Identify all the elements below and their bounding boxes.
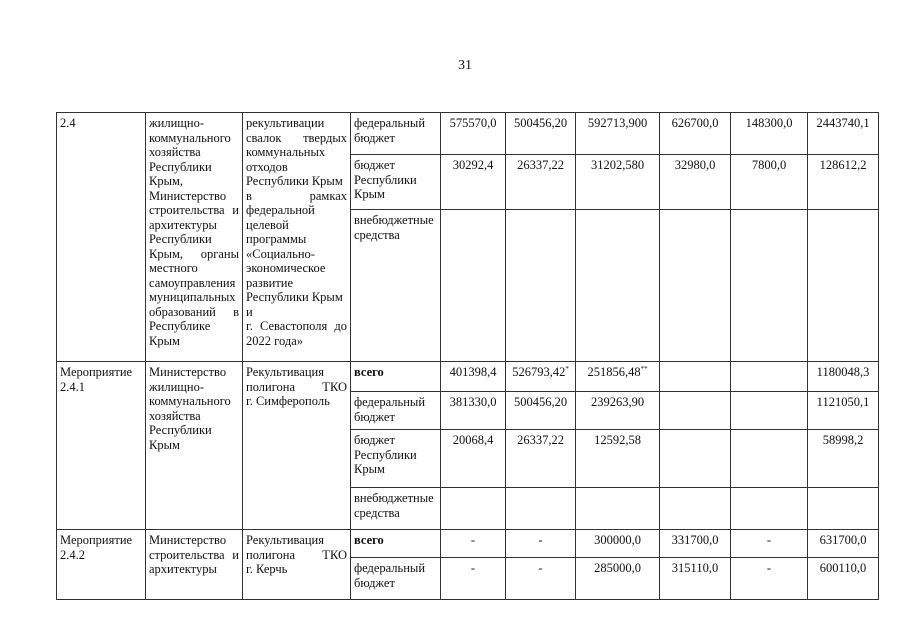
value-cell xyxy=(808,210,879,362)
activity-name-cell-line: федеральной xyxy=(246,203,315,217)
value-cell xyxy=(731,362,808,392)
activity-name-cell-line: Республики Крым xyxy=(246,174,343,188)
value-cell xyxy=(808,392,879,430)
executor-cell-line: архитектуры xyxy=(149,217,217,232)
executor-cell-line: жилищно- xyxy=(149,379,204,394)
executor-cell-line: Министерство xyxy=(149,533,227,547)
value-cell xyxy=(731,430,808,488)
executor-cell-line: Крым xyxy=(149,333,180,348)
value-cell xyxy=(576,488,660,530)
funding-source-cell: внебюджетные средства xyxy=(351,210,441,362)
executor-cell-line: хозяйства xyxy=(149,145,201,159)
executor-cell-line: Республики xyxy=(149,423,212,437)
value-cell xyxy=(506,113,576,155)
executor-cell-line: Министерство xyxy=(149,365,227,379)
executor-cell-line: муниципальных xyxy=(149,290,236,304)
executor-cell-line: коммунального xyxy=(149,130,231,145)
value-cell xyxy=(808,362,879,392)
value-text: 58998,2 xyxy=(822,433,864,447)
value-cell xyxy=(731,488,808,530)
executor-cell-line: строительства и xyxy=(149,203,239,217)
budget-table xyxy=(56,112,879,600)
footnote-mark: * xyxy=(565,364,569,373)
value-text: 600110,0 xyxy=(819,561,867,575)
activity-name-cell-line: свалок твердых xyxy=(246,130,347,145)
value-cell xyxy=(441,113,506,155)
value-text: 1180048,3 xyxy=(816,365,870,379)
value-text: 401398,4 xyxy=(449,365,497,379)
value-text: 500456,20 xyxy=(513,116,568,130)
value-cell xyxy=(576,113,660,155)
executor-cell-line: архитектуры xyxy=(149,562,217,576)
executor-cell xyxy=(146,113,243,362)
value-cell xyxy=(731,210,808,362)
value-cell xyxy=(808,430,879,488)
value-cell xyxy=(506,488,576,530)
value-cell xyxy=(731,530,808,558)
activity-name-cell-line: программы xyxy=(246,232,307,246)
value-text: 7800,0 xyxy=(751,158,787,172)
value-text: 592713,900 xyxy=(587,116,648,130)
value-cell xyxy=(576,558,660,600)
table-row xyxy=(57,362,879,392)
funding-source-cell: всего xyxy=(351,362,441,392)
value-text: - xyxy=(538,561,543,575)
activity-name-cell-line: полигона ТКО xyxy=(246,547,347,562)
value-cell xyxy=(576,155,660,210)
footnote-mark: ** xyxy=(640,364,648,373)
value-text: 2443740,1 xyxy=(816,116,870,130)
value-cell xyxy=(441,392,506,430)
value-text: 26337,22 xyxy=(517,158,564,172)
value-cell xyxy=(731,392,808,430)
executor-cell-line: Республики xyxy=(149,232,212,246)
activity-name-cell-line: Рекультивация xyxy=(246,365,324,379)
value-cell xyxy=(660,155,731,210)
executor-cell-line: образований в xyxy=(149,304,239,319)
activity-name-cell-line: 2022 года» xyxy=(246,333,303,348)
activity-name-cell-line: в рамках xyxy=(246,188,347,203)
value-text: - xyxy=(538,533,543,547)
value-cell xyxy=(808,113,879,155)
value-cell xyxy=(441,430,506,488)
value-cell xyxy=(441,558,506,600)
value-text: - xyxy=(766,561,772,575)
value-text: 20068,4 xyxy=(452,433,494,447)
activity-name-cell-line: коммунальных xyxy=(246,145,326,159)
executor-cell-line: Крым, xyxy=(149,174,184,188)
value-cell xyxy=(441,210,506,362)
table-row xyxy=(57,113,879,155)
value-cell xyxy=(506,362,576,392)
value-cell xyxy=(660,362,731,392)
executor-cell-line: строительства и xyxy=(149,547,239,562)
funding-source-cell: внебюджетные средства xyxy=(351,488,441,530)
executor-cell-line: Министерство xyxy=(149,188,227,203)
executor-cell xyxy=(146,362,243,530)
value-text: 575570,0 xyxy=(449,116,497,130)
activity-name-cell-line: г. Симферополь xyxy=(246,394,330,408)
value-text: 526793,42 xyxy=(512,365,566,379)
activity-name-cell xyxy=(243,113,351,362)
value-text: 626700,0 xyxy=(671,116,719,130)
value-cell xyxy=(660,488,731,530)
activity-name-cell xyxy=(243,530,351,600)
activity-name-cell xyxy=(243,362,351,530)
value-cell xyxy=(731,113,808,155)
program-code-cell: Мероприятие 2.4.2 xyxy=(57,530,146,600)
value-text: 285000,0 xyxy=(594,561,641,575)
value-cell xyxy=(576,392,660,430)
activity-name-cell-line: рекультивации xyxy=(246,116,325,130)
table-row xyxy=(57,530,879,558)
activity-name-cell-line: Рекультивация xyxy=(246,533,324,547)
value-text: 1121050,1 xyxy=(816,395,870,409)
activity-name-cell-line: целевой xyxy=(246,217,289,232)
value-cell xyxy=(441,155,506,210)
funding-source-cell: федеральный бюджет xyxy=(351,558,441,600)
value-cell xyxy=(660,430,731,488)
value-cell xyxy=(808,488,879,530)
program-code-cell: Мероприятие 2.4.1 xyxy=(57,362,146,530)
activity-name-cell-line: полигона ТКО xyxy=(246,379,347,394)
value-cell xyxy=(660,113,731,155)
activity-name-cell-line: отходов xyxy=(246,159,288,174)
activity-name-cell-line: развитие xyxy=(246,275,294,290)
activity-name-cell-line: г. Севастополя до xyxy=(246,319,347,333)
value-cell xyxy=(576,210,660,362)
value-cell xyxy=(808,530,879,558)
executor-cell-line: Республике xyxy=(149,319,211,333)
value-cell xyxy=(576,430,660,488)
funding-source-cell: федеральный бюджет xyxy=(351,113,441,155)
executor-cell-line: коммунального xyxy=(149,394,231,408)
value-text: - xyxy=(766,533,772,547)
value-text: 26337,22 xyxy=(517,433,564,447)
value-text: 381330,0 xyxy=(449,395,497,409)
value-cell xyxy=(441,362,506,392)
activity-name-cell-line: «Социально- xyxy=(246,246,315,261)
program-code-cell: 2.4 xyxy=(57,113,146,362)
value-text: 128612,2 xyxy=(819,158,867,172)
funding-source-cell: всего xyxy=(351,530,441,558)
activity-name-cell-line: Республики Крым xyxy=(246,290,343,304)
value-text: 251856,48 xyxy=(587,365,641,379)
activity-name-cell-line: и xyxy=(246,304,253,319)
activity-name-cell-line: г. Керчь xyxy=(246,562,288,576)
page-number: 31 xyxy=(458,58,472,73)
value-cell xyxy=(660,530,731,558)
value-cell xyxy=(506,210,576,362)
value-text: - xyxy=(470,561,476,575)
value-cell xyxy=(506,558,576,600)
executor-cell-line: местного xyxy=(149,261,198,275)
value-cell xyxy=(660,392,731,430)
value-text: 30292,4 xyxy=(452,158,494,172)
executor-cell-line: хозяйства xyxy=(149,408,201,423)
value-cell xyxy=(506,430,576,488)
value-cell xyxy=(731,558,808,600)
executor-cell-line: Крым, органы xyxy=(149,246,239,261)
funding-source-cell: федеральный бюджет xyxy=(351,392,441,430)
value-text: 32980,0 xyxy=(674,158,716,172)
value-cell xyxy=(506,530,576,558)
value-cell xyxy=(660,558,731,600)
value-cell xyxy=(441,530,506,558)
value-cell xyxy=(506,392,576,430)
value-text: - xyxy=(470,533,476,547)
executor-cell-line: жилищно- xyxy=(149,116,204,130)
table-body xyxy=(57,113,879,600)
executor-cell-line: Республики xyxy=(149,159,212,174)
value-cell xyxy=(660,210,731,362)
value-text: 500456,20 xyxy=(513,395,568,409)
value-cell xyxy=(576,362,660,392)
executor-cell xyxy=(146,530,243,600)
value-text: 631700,0 xyxy=(819,533,867,547)
value-cell xyxy=(441,488,506,530)
value-text: 148300,0 xyxy=(745,116,793,130)
activity-name-cell-line: экономическое xyxy=(246,261,326,275)
value-text: 12592,58 xyxy=(594,433,641,447)
value-text: 315110,0 xyxy=(671,561,719,575)
value-cell xyxy=(808,558,879,600)
value-text: 331700,0 xyxy=(671,533,719,547)
executor-cell-line: Крым xyxy=(149,437,180,452)
value-cell xyxy=(506,155,576,210)
executor-cell-line: самоуправления xyxy=(149,275,236,290)
value-text: 300000,0 xyxy=(594,533,641,547)
funding-source-cell: бюджет Республики Крым xyxy=(351,430,441,488)
funding-source-cell: бюджет Республики Крым xyxy=(351,155,441,210)
value-text: 239263,90 xyxy=(590,395,645,409)
value-cell xyxy=(731,155,808,210)
value-cell xyxy=(808,155,879,210)
value-cell xyxy=(576,530,660,558)
value-text: 31202,580 xyxy=(590,158,645,172)
